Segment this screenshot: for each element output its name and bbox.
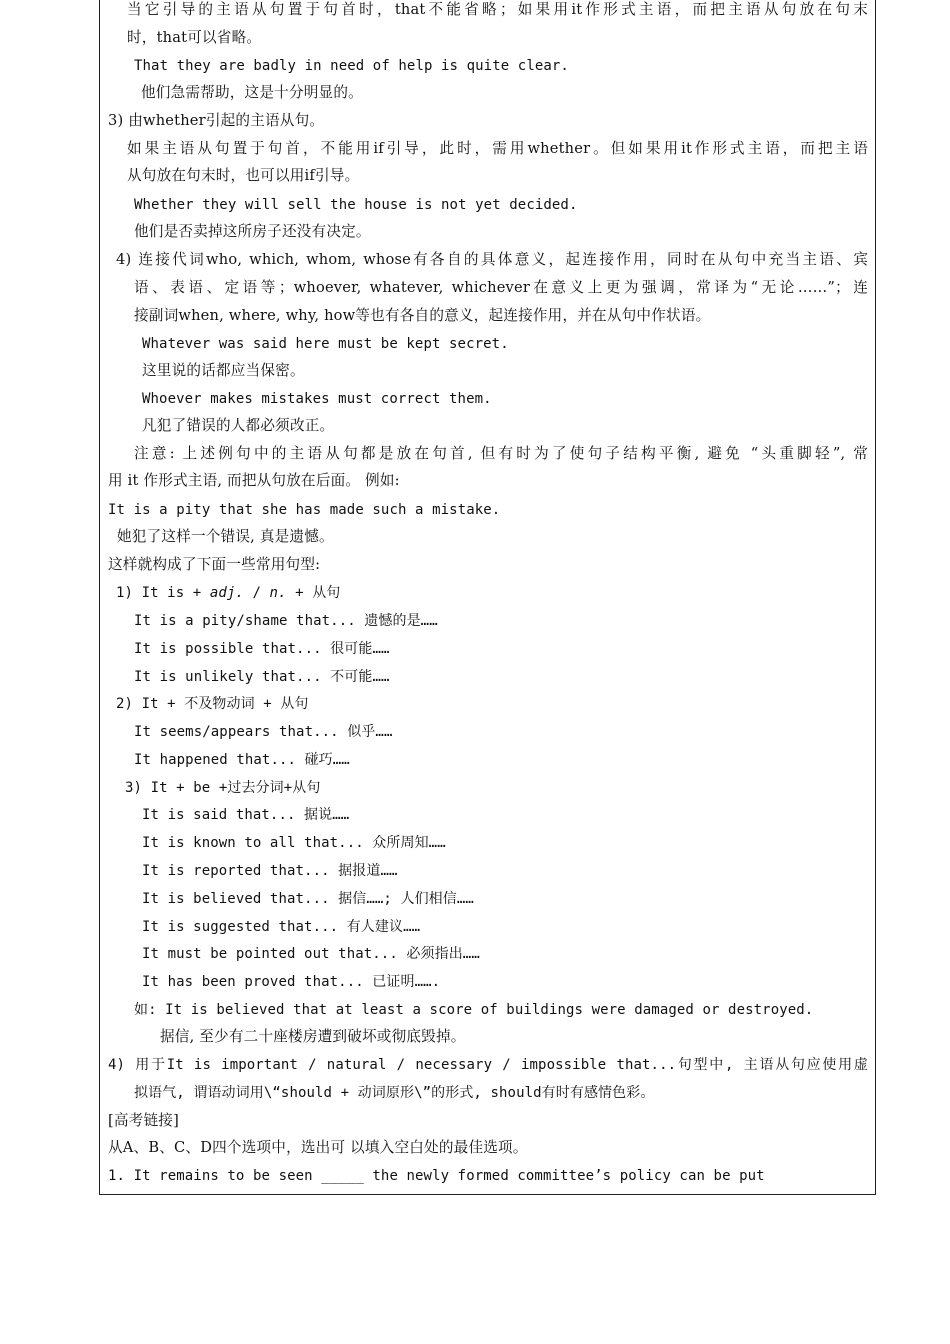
pattern-item: It is known to all that... 众所周知…… bbox=[142, 835, 446, 851]
pattern-item: It has been proved that... 已证明……. bbox=[142, 974, 441, 990]
pattern-heading: 3) It + be +过去分词+从句 bbox=[125, 780, 321, 796]
note-line: 注意: 上述例句中的主语从句都是放在句首, 但有时为了使句子结构平衡, 避免 “头重脚轻”, 常 bbox=[134, 445, 868, 462]
example-sentence: It is a pity that she has made such a mistake. bbox=[108, 502, 501, 518]
example-sentence: Whatever was said here must be kept secret. bbox=[142, 336, 509, 352]
pattern-heading-text: 1) It is + bbox=[116, 585, 210, 601]
pattern-heading bbox=[116, 583, 340, 603]
example-translation: 他们急需帮助，这是十分明显的。 bbox=[141, 84, 363, 101]
example-translation: 他们是否卖掉这所房子还没有决定。 bbox=[134, 223, 371, 240]
text-line: 时，that可以省略。 bbox=[127, 29, 262, 46]
adj-abbreviation: adj. bbox=[209, 585, 244, 601]
pattern-heading-tail: + 从句 bbox=[286, 585, 341, 601]
text-line: 这样就构成了下面一些常用句型: bbox=[108, 556, 321, 573]
pattern-item: It is possible that... 很可能…… bbox=[134, 641, 390, 657]
noun-abbreviation: n. bbox=[269, 585, 287, 601]
example-translation: 据信, 至少有二十座楼房遭到破坏或彻底毁掉。 bbox=[160, 1028, 466, 1045]
example-translation: 她犯了这样一个错误, 真是遗憾。 bbox=[117, 528, 334, 545]
section-heading: 3) 由whether引起的主语从句。 bbox=[108, 112, 325, 129]
pattern-separator: / bbox=[243, 585, 270, 601]
example-translation: 这里说的话都应当保密。 bbox=[142, 362, 305, 379]
pattern-heading: 2) It + 不及物动词 + 从句 bbox=[116, 696, 309, 712]
question-line: 1. It remains to be seen _____ the newly formed committee’s policy can be put bbox=[108, 1168, 765, 1184]
pattern-item: It happened that... 碰巧…… bbox=[134, 752, 350, 768]
text-line: 从句放在句末时，也可以用if引导。 bbox=[127, 167, 360, 184]
link-heading: [高考链接] bbox=[108, 1112, 179, 1129]
pattern-item: It is reported that... 据报道…… bbox=[142, 863, 398, 879]
example-sentence: That they are badly in need of help is quite clear. bbox=[134, 58, 569, 74]
pattern-item: It must be pointed out that... 必须指出…… bbox=[142, 946, 480, 962]
section-heading: 4) 用于It is important / natural / necessary / impossible that...句型中, 主语从句应使用虚 bbox=[108, 1057, 868, 1073]
text-line: 如果主语从句置于句首，不能用if引导，此时，需用whether。但如果用it作形式主语，而把主语 bbox=[127, 140, 868, 157]
note-line: 用 it 作形式主语, 而把从句放在后面。 例如: bbox=[108, 472, 400, 489]
pattern-item: It is said that... 据说…… bbox=[142, 807, 350, 823]
example-sentence: Whoever makes mistakes must correct them. bbox=[142, 391, 492, 407]
text-line: 拟语气, 谓语动词用\“should + 动词原形\”的形式, should有时有感情色彩。 bbox=[134, 1085, 655, 1101]
example-translation: 凡犯了错误的人都必须改正。 bbox=[142, 417, 335, 434]
instruction-line: 从A、B、C、D四个选项中，选出可 以填入空白处的最佳选项。 bbox=[108, 1139, 528, 1156]
text-line: 语、表语、定语等；whoever, whatever, whichever在意义上更为强调，常译为“无论……”；连 bbox=[134, 279, 868, 296]
text-line: 接副词when, where, why, how等也有各自的意义，起连接作用，并在从句中作状语。 bbox=[134, 307, 711, 324]
pattern-item: It is unlikely that... 不可能…… bbox=[134, 669, 390, 685]
example-sentence: Whether they will sell the house is not yet decided. bbox=[134, 197, 578, 213]
text-line: 当它引导的主语从句置于句首时，that不能省略；如果用it作形式主语，而把主语从句放在句末 bbox=[127, 1, 868, 18]
pattern-item: It is a pity/shame that... 遗憾的是…… bbox=[134, 613, 438, 629]
pattern-item: It is believed that... 据信……; 人们相信…… bbox=[142, 891, 474, 907]
pattern-item: It seems/appears that... 似乎…… bbox=[134, 724, 393, 740]
pattern-item: It is suggested that... 有人建议…… bbox=[142, 919, 421, 935]
section-heading: 4) 连接代词who, which, whom, whose有各自的具体意义，起连接作用，同时在从句中充当主语、宾 bbox=[116, 251, 868, 268]
example-sentence: 如: It is believed that at least a score of buildings were damaged or destroyed. bbox=[134, 1002, 814, 1018]
